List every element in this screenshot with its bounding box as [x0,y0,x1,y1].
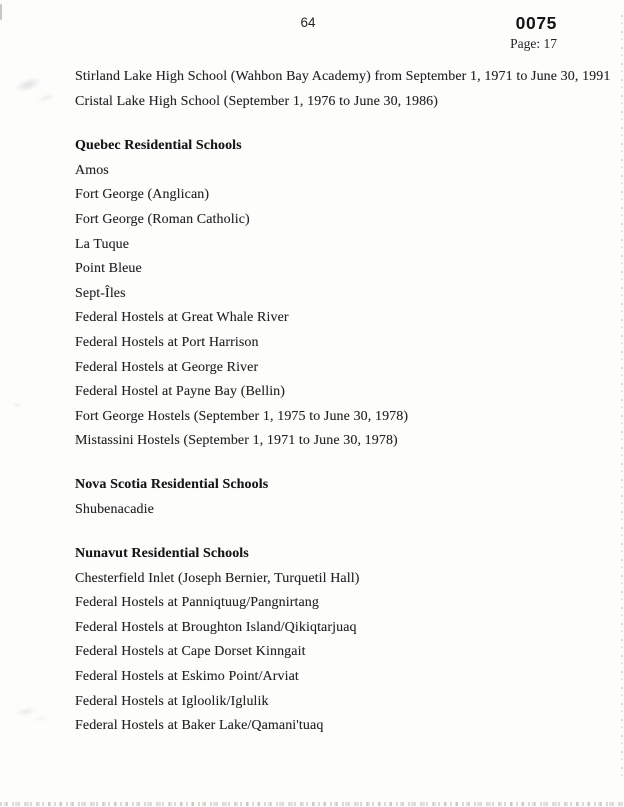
school-entry: Chesterfield Inlet (Joseph Bernier, Turquetil Hall) [75,570,360,586]
document-body [75,65,611,739]
school-entry: Fort George (Roman Catholic) [75,211,250,227]
school-entry: Fort George (Anglican) [75,187,210,203]
document-number: 0075 [515,13,557,33]
scan-smudge [6,694,57,734]
scan-smudge [7,63,69,117]
page-label: Page: 17 [510,36,557,51]
school-entry: Amos [75,162,109,178]
school-entry: Federal Hostels at Cape Dorset Kinngait [75,644,306,660]
scan-edge-mark [0,4,2,20]
school-entry: Stirland Lake High School (Wahbon Bay Academy) from September 1, 1971 to June 30, 1991 [75,69,611,84]
school-entry: Mistassini Hostels (September 1, 1971 to June 30, 1978) [75,433,398,449]
school-entry: La Tuque [75,236,130,252]
school-entry: Federal Hostels at Great Whale River [75,310,289,326]
section-heading-quebec: Quebec Residential Schools [75,138,242,154]
school-entry: Federal Hostels at Baker Lake/Qamani'tuaq [75,718,324,734]
school-entry: Sept-Îles [75,285,126,301]
school-entry: Shubenacadie [75,501,154,517]
page-number: 64 [300,15,316,30]
scan-bottom-noise [0,802,624,806]
school-entry: Federal Hostels at Broughton Island/Qikiqtarjuaq [75,619,357,635]
school-entry: Federal Hostels at Eskimo Point/Arviat [75,669,299,685]
school-entry: Federal Hostel at Payne Bay (Bellin) [75,384,286,400]
document-stamp [510,13,557,53]
scan-edge-noise [621,15,623,782]
section-heading-nunavut: Nunavut Residential Schools [75,546,249,562]
school-entry: Federal Hostels at George River [75,359,259,375]
school-entry: Federal Hostels at Port Harrison [75,334,259,350]
scan-smudge [10,400,24,410]
school-entry: Federal Hostels at Igloolik/Iglulik [75,693,269,709]
school-entry: Point Bleue [75,261,142,277]
school-entry: Cristal Lake High School (September 1, 1976 to June 30, 1986) [75,93,439,109]
school-entry: Federal Hostels at Panniqtuug/Pangnirtang [75,595,320,611]
school-entry: Fort George Hostels (September 1, 1975 to June 30, 1978) [75,408,409,424]
section-heading-nova-scotia: Nova Scotia Residential Schools [75,476,269,492]
